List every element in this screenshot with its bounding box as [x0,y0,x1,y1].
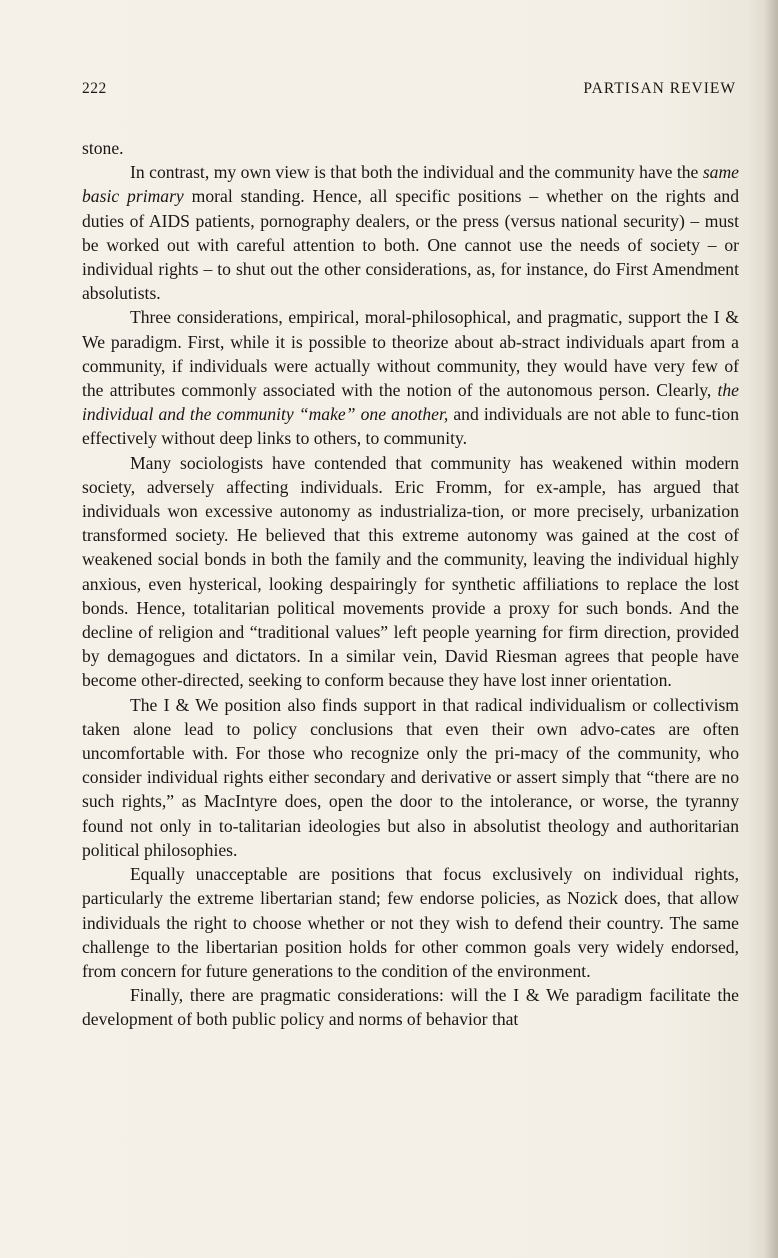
paragraph [82,136,739,160]
paragraph [82,451,739,693]
text-run: and individuals are not able to func-tion effectively without deep links to others, to community. [82,404,739,449]
journal-title: PARTISAN REVIEW [583,80,736,97]
italic-text: same basic primary [82,162,739,207]
text-run: stone. [82,138,124,158]
text-run: moral standing. Hence, all specific positions – whether on the rights and duties of AIDS patients, pornography dealers, or the press (versus national security) – must be worked out with careful attention to both. One cannot use the needs of society – or individual rights – to shut out the other considerations, as, for instance, do First Amendment absolutists. [82,186,739,304]
paragraph [82,305,739,450]
text-run: Finally, there are pragmatic considerations: will the I & We paradigm facilitate the development of both public policy and norms of behavior that [82,985,739,1030]
paragraph [82,693,739,862]
paragraph [82,160,739,305]
page-number: 222 [82,80,107,97]
text-run: Three considerations, empirical, moral-philosophical, and pragmatic, support the I & We paradigm. First, while it is possible to theorize about ab-stract individuals apart from a community, if individuals were actually without community, they would have very few of the attributes commonly associated with the notion of the autonomous person. Clearly, [82,307,739,401]
text-run: Many sociologists have contended that community has weakened within modern society, adversely affecting individuals. Eric Fromm, for ex-ample, has argued that individuals won excessive autonomy as industrializa-tion, or more precisely, urbanization transformed society. He believed that this extreme autonomy was gained at the cost of weakened social bonds in both the family and the community, leaving the individual highly anxious, even hysterical, looking despairingly for synthetic affiliations to replace the lost bonds. Hence, totalitarian political movements provide a proxy for such bonds. And the decline of religion and “traditional values” left people yearning for firm direction, provided by demagogues and dictators. In a similar vein, David Riesman agrees that people have become other-directed, seeking to conform because they have lost inner orientation. [82,452,739,691]
body-text [82,136,739,1032]
text-run: The I & We position also finds support in that radical individualism or collectivism taken alone lead to policy conclusions that even their own advo-cates are often uncomfortable with. For those who recognize only the pri-macy of the community, who consider individual rights either secondary and derivative or assert simply that “there are no such rights,” as MacIntyre does, open the door to the intolerance, or worse, the tyranny found not only in to-talitarian ideologies but also in absolutist theology and authoritarian political philosophies. [82,694,739,860]
italic-text: the individual and the community “make” one another, [82,380,739,425]
text-run: Equally unacceptable are positions that focus exclusively on individual rights, particularly the extreme libertarian stand; few endorse policies, as Nozick does, that allow individuals the right to choose whether or not they wish to defend their country. The same challenge to the libertarian position holds for other common goals very widely endorsed, from concern for future generations to the condition of the environment. [82,864,739,981]
page-edge-shadow [764,0,778,1258]
paragraph [82,983,739,1031]
paragraph [82,862,739,983]
running-head [82,80,736,100]
text-run: In contrast, my own view is that both the individual and the community have the [130,162,703,183]
